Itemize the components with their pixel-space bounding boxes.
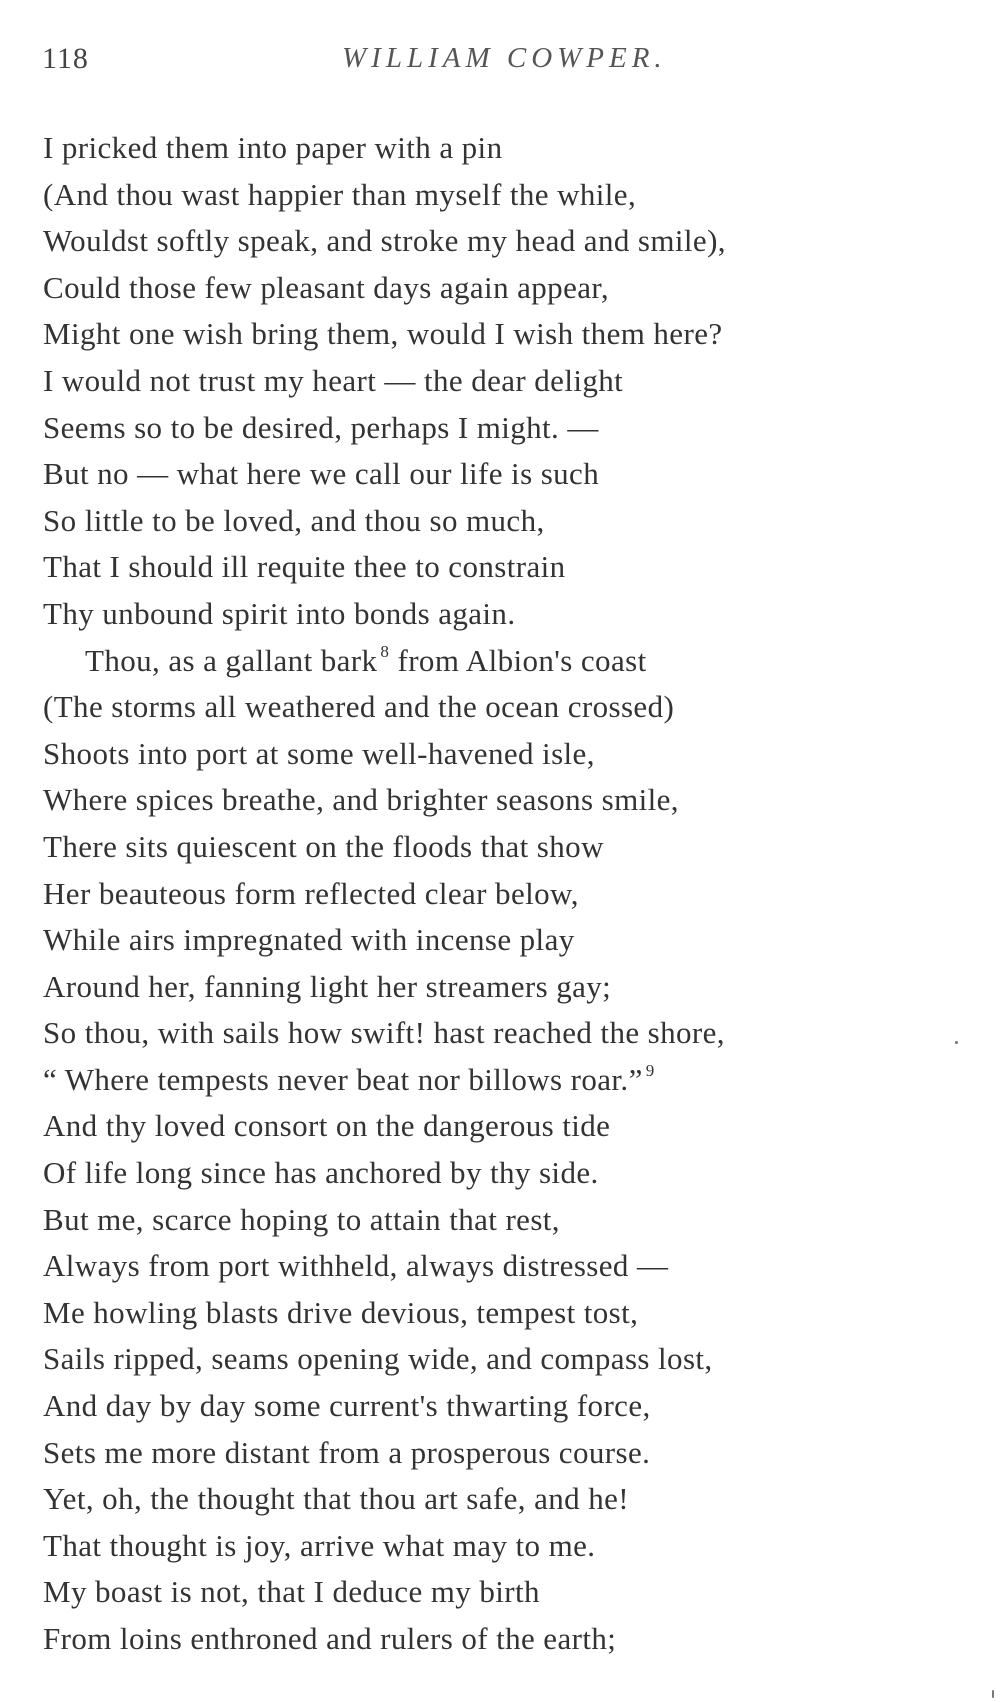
print-speck xyxy=(955,1041,958,1044)
poem-line xyxy=(43,1523,963,1570)
poem-line xyxy=(43,1243,963,1290)
poem-line xyxy=(43,638,963,685)
line-text: From loins enthroned and rulers of the earth; xyxy=(43,1621,617,1656)
line-text: Me howling blasts drive devious, tempest tost, xyxy=(43,1294,639,1330)
poem-line xyxy=(43,1197,963,1244)
line-text: That thought is joy, arrive what may to me. xyxy=(43,1527,596,1563)
poem-line xyxy=(43,451,963,498)
poem-line xyxy=(43,544,963,591)
line-text: I pricked them into paper with a pin xyxy=(43,130,503,165)
line-text: Sails ripped, seams opening wide, and compass lost, xyxy=(43,1341,713,1377)
line-text: Might one wish bring them, would I wish them here? xyxy=(43,316,723,352)
line-text: Always from port withheld, always distressed — xyxy=(43,1248,669,1284)
poem-line xyxy=(43,1057,963,1104)
poem-line xyxy=(43,1150,963,1197)
line-text: Seems so to be desired, perhaps I might. — xyxy=(43,409,599,445)
poem-line xyxy=(43,1430,963,1477)
poem-line xyxy=(43,917,963,964)
poem-line xyxy=(43,871,963,918)
line-text: That I should ill requite thee to constrain xyxy=(43,549,566,585)
poem-text xyxy=(43,125,963,1663)
poem-line xyxy=(43,498,963,545)
poem-line xyxy=(43,265,963,312)
line-text: Of life long since has anchored by thy side. xyxy=(43,1155,599,1191)
poem-line xyxy=(43,1336,963,1383)
line-text: So thou, with sails how swift! hast reached the shore, xyxy=(43,1015,725,1051)
poem-line xyxy=(43,824,963,871)
poem-line xyxy=(43,1476,963,1523)
poem-line xyxy=(43,172,963,219)
line-text: But no — what here we call our life is such xyxy=(43,456,600,492)
line-text: Where spices breathe, and brighter seasons smile, xyxy=(43,782,679,818)
line-text: Her beauteous form reflected clear below, xyxy=(43,875,579,911)
line-text: Sets me more distant from a prosperous course. xyxy=(43,1434,651,1470)
poem-line xyxy=(43,1616,963,1663)
poem-line xyxy=(43,125,963,172)
line-text: (And thou wast happier than myself the while, xyxy=(43,176,637,212)
poem-line xyxy=(43,731,963,778)
line-text: “ Where tempests never beat nor billows roar.” xyxy=(43,1061,643,1097)
poem-line xyxy=(43,358,963,405)
line-text: Thou, as a gallant bark xyxy=(85,642,378,678)
poem-line xyxy=(43,1569,963,1616)
line-text: So little to be loved, and thou so much, xyxy=(43,502,545,538)
line-text: Shoots into port at some well-havened isle, xyxy=(43,735,595,771)
poem-line xyxy=(43,684,963,731)
footnote-marker: 8 xyxy=(380,641,390,661)
poem-line xyxy=(43,777,963,824)
line-text: But me, scarce hoping to attain that rest, xyxy=(43,1201,560,1237)
line-text-continued: from Albion's coast xyxy=(389,642,647,678)
line-text: And day by day some current's thwarting force, xyxy=(43,1388,651,1424)
line-text: Yet, oh, the thought that thou art safe, and he! xyxy=(43,1481,629,1517)
line-text: My boast is not, that I deduce my birth xyxy=(43,1574,540,1610)
page-number: 118 xyxy=(42,42,89,75)
poem-line xyxy=(43,405,963,452)
footnote-marker: 9 xyxy=(645,1060,655,1080)
poem-line xyxy=(43,964,963,1011)
poem-line xyxy=(43,1010,963,1057)
poem-line xyxy=(43,1290,963,1337)
line-text: Thy unbound spirit into bonds again. xyxy=(43,595,516,631)
line-text: And thy loved consort on the dangerous tide xyxy=(43,1108,611,1144)
page-header xyxy=(42,42,942,82)
line-text: Could those few pleasant days again appear, xyxy=(43,269,610,305)
line-text: While airs impregnated with incense play xyxy=(43,922,575,958)
line-text: (The storms all weathered and the ocean crossed) xyxy=(43,689,675,725)
running-head: WILLIAM COWPER. xyxy=(342,42,667,74)
print-speck xyxy=(992,1690,994,1698)
line-text: Around her, fanning light her streamers gay; xyxy=(43,968,612,1004)
line-text: There sits quiescent on the floods that show xyxy=(43,828,604,864)
poem-line xyxy=(43,311,963,358)
poem-line xyxy=(43,591,963,638)
poem-line xyxy=(43,1383,963,1430)
line-text: Wouldst softly speak, and stroke my head and smile), xyxy=(43,223,726,259)
line-text: I would not trust my heart — the dear delight xyxy=(43,362,624,398)
poem-line xyxy=(43,1103,963,1150)
poem-line xyxy=(43,218,963,265)
